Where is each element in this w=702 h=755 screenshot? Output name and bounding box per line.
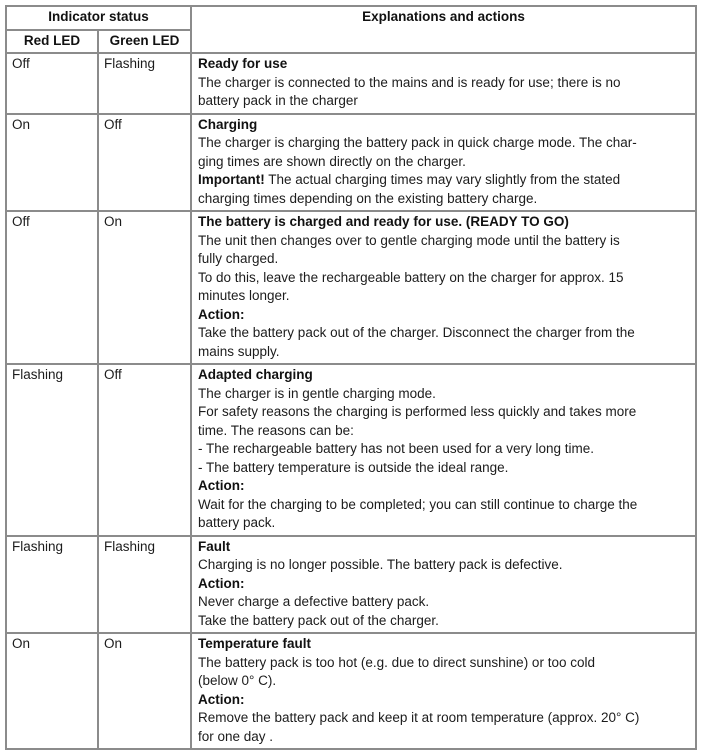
green-led-cell: Flashing [98,536,191,634]
table-row [6,633,696,749]
text-line: The unit then changes over to gentle charging mode until the battery is [198,232,620,248]
explanation-cell [191,53,696,114]
text-line: fully charged. [198,251,279,266]
text-line: Action: [198,478,245,493]
table-row [6,211,696,364]
text-line: To do this, leave the rechargeable battery on the charger for approx. 15 [198,269,624,285]
header-indicator-status: Indicator status [6,6,191,30]
explanation-cell [191,114,696,212]
table-row [6,53,696,114]
text-line: - The battery temperature is outside the ideal range. [198,459,509,475]
red-led-cell: Flashing [6,364,98,536]
red-led-cell: On [6,633,98,749]
header-red-led: Red LED [6,30,98,54]
red-led-cell: Flashing [6,536,98,634]
text-line: Ready for use [198,56,288,71]
text-line: Take the battery pack out of the charger. Disconnect the charger from the [198,325,635,340]
green-led-cell: Flashing [98,53,191,114]
text-line: charging times depending on the existing battery charge. [198,190,538,206]
text-line: Fault [198,538,231,554]
text-line: Important! The actual charging times may vary slightly from the stated [198,172,621,187]
text-line: The charger is charging the battery pack in quick charge mode. The char- [198,135,637,150]
text-line: The battery is charged and ready for use. (READY TO GO) [198,214,569,229]
red-led-cell: Off [6,211,98,364]
text-line: Never charge a defective battery pack. [198,594,430,609]
text-line: battery pack. [198,515,276,530]
green-led-cell: Off [98,364,191,536]
text-line: Action: [198,306,245,322]
text-line: Remove the battery pack and keep it at room temperature (approx. 20° C) [198,710,640,725]
table-row [6,364,696,536]
text-line: Temperature fault [198,636,312,651]
table-row [6,114,696,212]
text-line: minutes longer. [198,288,290,303]
explanation-cell [191,211,696,364]
table-header [6,6,696,53]
explanation-cell [191,364,696,536]
text-line: Charging is no longer possible. The battery pack is defective. [198,557,563,572]
text-line: The battery pack is too hot (e.g. due to direct sunshine) or too cold [198,654,595,670]
text-line: Take the battery pack out of the charger. [198,612,439,628]
green-led-cell: On [98,211,191,364]
text-line: mains supply. [198,343,280,359]
text-line: Adapted charging [198,367,313,382]
green-led-cell: Off [98,114,191,212]
text-line: Action: [198,691,245,707]
table-row [6,536,696,634]
text-line: ging times are shown directly on the charger. [198,153,466,169]
text-line: (below 0° C). [198,673,277,688]
text-line: - The rechargeable battery has not been used for a very long time. [198,441,594,456]
header-green-led: Green LED [98,30,191,54]
text-line: time. The reasons can be: [198,422,354,438]
text-line: Action: [198,575,245,591]
text-line: Charging [198,116,258,132]
text-line: Wait for the charging to be completed; you can still continue to charge the [198,496,638,512]
explanation-cell [191,633,696,749]
text-line: The charger is in gentle charging mode. [198,385,436,401]
header-explanations-and-actions: Explanations and actions [191,6,696,53]
text-line: for one day . [198,728,274,744]
charger-led-status-table [5,5,697,750]
explanation-cell [191,536,696,634]
green-led-cell: On [98,633,191,749]
text-line: The charger is connected to the mains and is ready for use; there is no [198,74,621,90]
red-led-cell: On [6,114,98,212]
table-body [6,53,696,749]
text-line: battery pack in the charger [198,93,358,108]
red-led-cell: Off [6,53,98,114]
text-line: For safety reasons the charging is performed less quickly and takes more [198,404,637,419]
